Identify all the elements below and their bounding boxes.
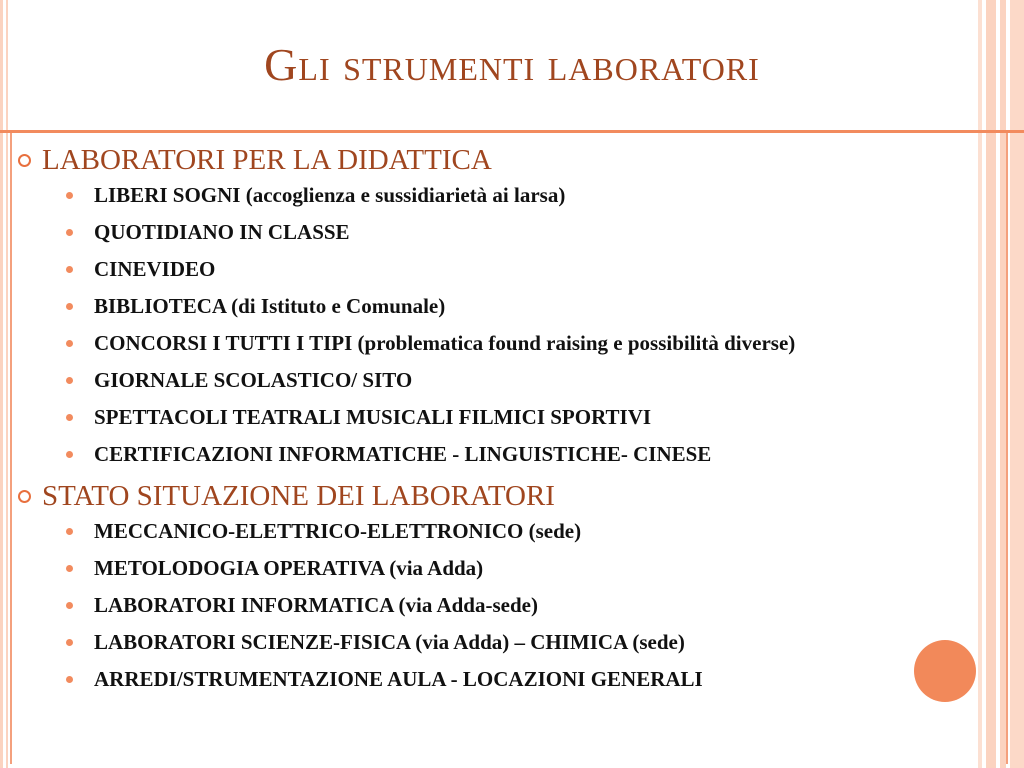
dot-bullet-icon — [66, 414, 73, 421]
list-item-text: CERTIFICAZIONI INFORMATICHE - LINGUISTICHE- CINESE — [94, 442, 712, 466]
dot-bullet-icon — [66, 192, 73, 199]
section-items — [16, 182, 1012, 468]
list-item — [16, 666, 1012, 693]
dot-bullet-icon — [66, 602, 73, 609]
list-item-text: BIBLIOTECA (di Istituto e Comunale) — [94, 294, 446, 318]
list-item-text: LIBERI SOGNI (accoglienza e sussidiarietà ai larsa) — [94, 183, 566, 207]
section-laboratori-didattica — [16, 142, 1012, 468]
section-stato-laboratori — [16, 478, 1012, 693]
list-item-text: CONCORSI I TUTTI I TIPI (problematica found raising e possibilità diverse) — [94, 331, 796, 355]
section-heading-text: STATO SITUAZIONE DEI LABORATORI — [42, 480, 555, 512]
section-items — [16, 518, 1012, 693]
title-area — [0, 0, 1024, 130]
dot-bullet-icon — [66, 303, 73, 310]
dot-bullet-icon — [66, 451, 73, 458]
list-item — [16, 629, 1012, 656]
dot-bullet-icon — [66, 377, 73, 384]
list-item — [16, 219, 1012, 246]
dot-bullet-icon — [66, 565, 73, 572]
list-item-text: LABORATORI INFORMATICA (via Adda-sede) — [94, 593, 538, 617]
list-item-text: CINEVIDEO — [94, 257, 216, 281]
list-item-text: QUOTIDIANO IN CLASSE — [94, 220, 350, 244]
list-item — [16, 182, 1012, 209]
ring-bullet-icon — [18, 490, 31, 503]
ring-bullet-icon — [18, 154, 31, 167]
section-heading — [16, 142, 1012, 178]
list-item — [16, 404, 1012, 431]
list-item — [16, 367, 1012, 394]
dot-bullet-icon — [66, 639, 73, 646]
list-item — [16, 441, 1012, 468]
list-item-text: SPETTACOLI TEATRALI MUSICALI FILMICI SPORTIVI — [94, 405, 652, 429]
list-item-text: LABORATORI SCIENZE-FISICA (via Adda) – CHIMICA (sede) — [94, 630, 685, 654]
list-item — [16, 330, 1012, 357]
dot-bullet-icon — [66, 266, 73, 273]
list-item — [16, 293, 1012, 320]
decorative-circle — [914, 640, 976, 702]
section-heading — [16, 478, 1012, 514]
dot-bullet-icon — [66, 340, 73, 347]
list-item-text: GIORNALE SCOLASTICO/ SITO — [94, 368, 413, 392]
list-item — [16, 518, 1012, 545]
list-item — [16, 555, 1012, 582]
slide-title: Gli strumenti laboratori — [264, 39, 760, 90]
content-list — [16, 142, 1012, 703]
dot-bullet-icon — [66, 676, 73, 683]
dot-bullet-icon — [66, 528, 73, 535]
section-heading-text: LABORATORI PER LA DIDATTICA — [42, 144, 492, 176]
list-item-text: MECCANICO-ELETTRICO-ELETTRONICO (sede) — [94, 519, 582, 543]
list-item-text: ARREDI/STRUMENTAZIONE AULA - LOCAZIONI GENERALI — [94, 667, 703, 691]
list-item — [16, 592, 1012, 619]
list-item-text: METOLODOGIA OPERATIVA (via Adda) — [94, 556, 484, 580]
dot-bullet-icon — [66, 229, 73, 236]
list-item — [16, 256, 1012, 283]
title-divider — [0, 130, 1024, 133]
